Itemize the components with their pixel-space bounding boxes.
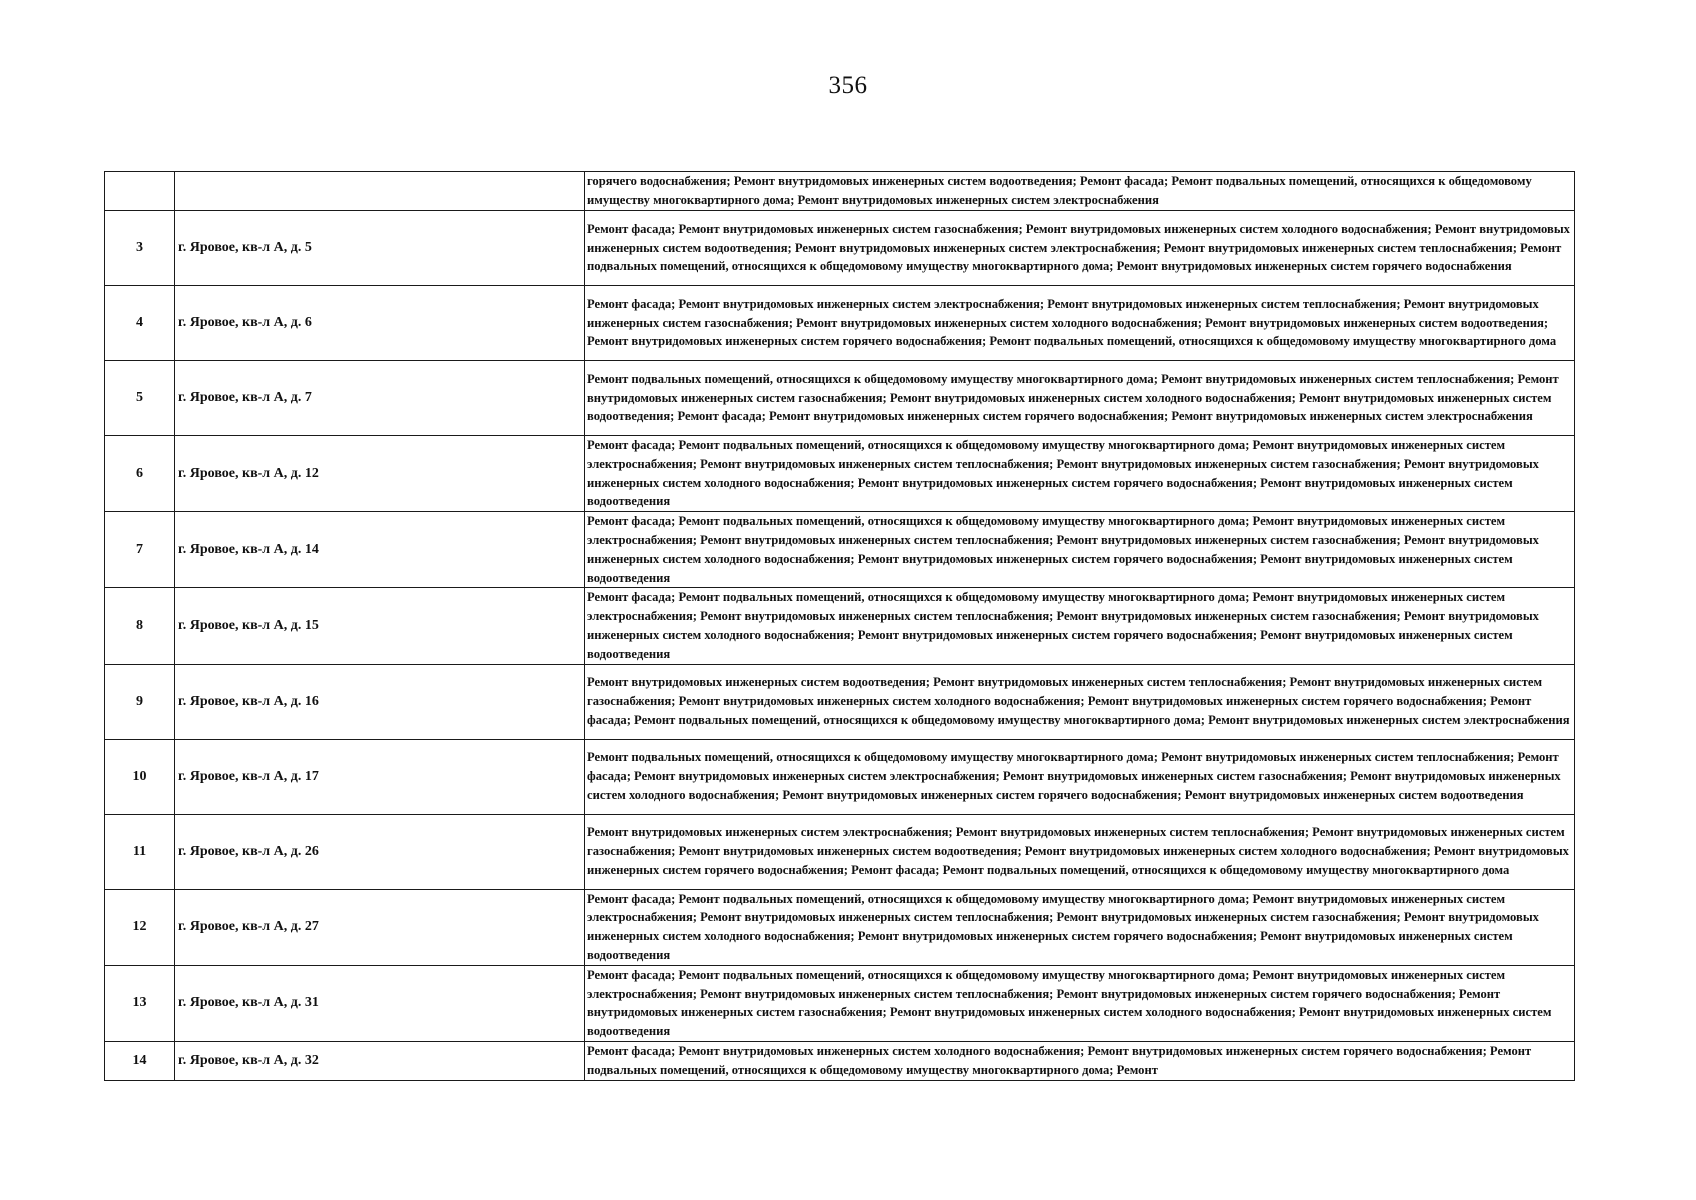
row-works: Ремонт фасада; Ремонт внутридомовых инженерных систем электроснабжения; Ремонт внутридомовых инженерных систем теплоснабжения; Ремонт внутридомовых инженерных систем газоснабжения; Ремонт внутридомовых инженерных систем холодного водоснабжения; Ремонт внутридомовых инженерных систем водоотведения; Ремонт внутридомовых инженерных систем горячего водоснабжения; Ремонт подвальных помещений, относящихся к общедомовому имуществу многоквартирного дома [585, 286, 1575, 361]
row-number: 10 [105, 739, 175, 814]
page-number: 356 [828, 72, 868, 99]
row-works: Ремонт подвальных помещений, относящихся к общедомовому имуществу многоквартирного дома; Ремонт внутридомовых инженерных систем теплоснабжения; Ремонт внутридомовых инженерных систем газоснабжения; Ремонт внутридомовых инженерных систем холодного водоснабжения; Ремонт внутридомовых инженерных систем водоотведения; Ремонт фасада; Ремонт внутридомовых инженерных систем горячего водоснабжения; Ремонт внутридомовых инженерных систем электроснабжения [585, 361, 1575, 436]
table-row [105, 814, 1575, 889]
table-row [105, 739, 1575, 814]
row-works: горячего водоснабжения; Ремонт внутридомовых инженерных систем водоотведения; Ремонт фасада; Ремонт подвальных помещений, относящихся к общедомовому имуществу многоквартирного дома; Ремонт внутридомовых инженерных систем электроснабжения [585, 172, 1575, 211]
row-works: Ремонт фасада; Ремонт подвальных помещений, относящихся к общедомовому имуществу многоквартирного дома; Ремонт внутридомовых инженерных систем электроснабжения; Ремонт внутридомовых инженерных систем теплоснабжения; Ремонт внутридомовых инженерных систем горячего водоснабжения; Ремонт внутридомовых инженерных систем газоснабжения; Ремонт внутридомовых инженерных систем холодного водоснабжения; Ремонт внутридомовых инженерных систем водоотведения [585, 965, 1575, 1041]
row-works: Ремонт фасада; Ремонт внутридомовых инженерных систем газоснабжения; Ремонт внутридомовых инженерных систем холодного водоснабжения; Ремонт внутридомовых инженерных систем водоотведения; Ремонт внутридомовых инженерных систем электроснабжения; Ремонт внутридомовых инженерных систем теплоснабжения; Ремонт подвальных помещений, относящихся к общедомовому имуществу многоквартирного дома; Ремонт внутридомовых инженерных систем горячего водоснабжения [585, 211, 1575, 286]
table-row [105, 286, 1575, 361]
table-row [105, 588, 1575, 664]
row-number [105, 172, 175, 211]
row-number: 12 [105, 889, 175, 965]
table-row [105, 664, 1575, 739]
row-number: 4 [105, 286, 175, 361]
row-address: г. Яровое, кв-л А, д. 26 [175, 814, 585, 889]
row-address: г. Яровое, кв-л А, д. 7 [175, 361, 585, 436]
row-number: 14 [105, 1041, 175, 1080]
row-number: 9 [105, 664, 175, 739]
repair-works-table [104, 171, 1575, 1081]
row-number: 6 [105, 436, 175, 512]
row-works: Ремонт подвальных помещений, относящихся к общедомовому имуществу многоквартирного дома; Ремонт внутридомовых инженерных систем теплоснабжения; Ремонт фасада; Ремонт внутридомовых инженерных систем электроснабжения; Ремонт внутридомовых инженерных систем газоснабжения; Ремонт внутридомовых инженерных систем холодного водоснабжения; Ремонт внутридомовых инженерных систем горячего водоснабжения; Ремонт внутридомовых инженерных систем водоотведения [585, 739, 1575, 814]
table-row [105, 1041, 1575, 1080]
row-address: г. Яровое, кв-л А, д. 31 [175, 965, 585, 1041]
table-row [105, 965, 1575, 1041]
row-works: Ремонт фасада; Ремонт внутридомовых инженерных систем холодного водоснабжения; Ремонт внутридомовых инженерных систем горячего водоснабжения; Ремонт подвальных помещений, относящихся к общедомовому имуществу многоквартирного дома; Ремонт [585, 1041, 1575, 1080]
row-works: Ремонт внутридомовых инженерных систем электроснабжения; Ремонт внутридомовых инженерных систем теплоснабжения; Ремонт внутридомовых инженерных систем газоснабжения; Ремонт внутридомовых инженерных систем водоотведения; Ремонт внутридомовых инженерных систем холодного водоснабжения; Ремонт внутридомовых инженерных систем горячего водоснабжения; Ремонт фасада; Ремонт подвальных помещений, относящихся к общедомовому имуществу многоквартирного дома [585, 814, 1575, 889]
row-address: г. Яровое, кв-л А, д. 27 [175, 889, 585, 965]
row-number: 7 [105, 512, 175, 588]
table-row [105, 361, 1575, 436]
row-address: г. Яровое, кв-л А, д. 14 [175, 512, 585, 588]
row-address [175, 172, 585, 211]
row-address: г. Яровое, кв-л А, д. 15 [175, 588, 585, 664]
row-address: г. Яровое, кв-л А, д. 17 [175, 739, 585, 814]
row-address: г. Яровое, кв-л А, д. 5 [175, 211, 585, 286]
row-number: 5 [105, 361, 175, 436]
row-number: 13 [105, 965, 175, 1041]
row-works: Ремонт фасада; Ремонт подвальных помещений, относящихся к общедомовому имуществу многоквартирного дома; Ремонт внутридомовых инженерных систем электроснабжения; Ремонт внутридомовых инженерных систем теплоснабжения; Ремонт внутридомовых инженерных систем газоснабжения; Ремонт внутридомовых инженерных систем холодного водоснабжения; Ремонт внутридомовых инженерных систем горячего водоснабжения; Ремонт внутридомовых инженерных систем водоотведения [585, 889, 1575, 965]
row-works: Ремонт внутридомовых инженерных систем водоотведения; Ремонт внутридомовых инженерных систем теплоснабжения; Ремонт внутридомовых инженерных систем газоснабжения; Ремонт внутридомовых инженерных систем холодного водоснабжения; Ремонт внутридомовых инженерных систем горячего водоснабжения; Ремонт фасада; Ремонт подвальных помещений, относящихся к общедомовому имуществу многоквартирного дома; Ремонт внутридомовых инженерных систем электроснабжения [585, 664, 1575, 739]
row-address: г. Яровое, кв-л А, д. 12 [175, 436, 585, 512]
row-address: г. Яровое, кв-л А, д. 32 [175, 1041, 585, 1080]
row-works: Ремонт фасада; Ремонт подвальных помещений, относящихся к общедомовому имуществу многоквартирного дома; Ремонт внутридомовых инженерных систем электроснабжения; Ремонт внутридомовых инженерных систем теплоснабжения; Ремонт внутридомовых инженерных систем газоснабжения; Ремонт внутридомовых инженерных систем холодного водоснабжения; Ремонт внутридомовых инженерных систем горячего водоснабжения; Ремонт внутридомовых инженерных систем водоотведения [585, 436, 1575, 512]
row-works: Ремонт фасада; Ремонт подвальных помещений, относящихся к общедомовому имуществу многоквартирного дома; Ремонт внутридомовых инженерных систем электроснабжения; Ремонт внутридомовых инженерных систем теплоснабжения; Ремонт внутридомовых инженерных систем газоснабжения; Ремонт внутридомовых инженерных систем холодного водоснабжения; Ремонт внутридомовых инженерных систем горячего водоснабжения; Ремонт внутридомовых инженерных систем водоотведения [585, 512, 1575, 588]
row-number: 8 [105, 588, 175, 664]
row-number: 3 [105, 211, 175, 286]
table-row [105, 512, 1575, 588]
table-row [105, 172, 1575, 211]
row-address: г. Яровое, кв-л А, д. 16 [175, 664, 585, 739]
table-row [105, 436, 1575, 512]
row-number: 11 [105, 814, 175, 889]
table-row [105, 211, 1575, 286]
row-works: Ремонт фасада; Ремонт подвальных помещений, относящихся к общедомовому имуществу многоквартирного дома; Ремонт внутридомовых инженерных систем электроснабжения; Ремонт внутридомовых инженерных систем теплоснабжения; Ремонт внутридомовых инженерных систем газоснабжения; Ремонт внутридомовых инженерных систем холодного водоснабжения; Ремонт внутридомовых инженерных систем горячего водоснабжения; Ремонт внутридомовых инженерных систем водоотведения [585, 588, 1575, 664]
row-address: г. Яровое, кв-л А, д. 6 [175, 286, 585, 361]
table-row [105, 889, 1575, 965]
